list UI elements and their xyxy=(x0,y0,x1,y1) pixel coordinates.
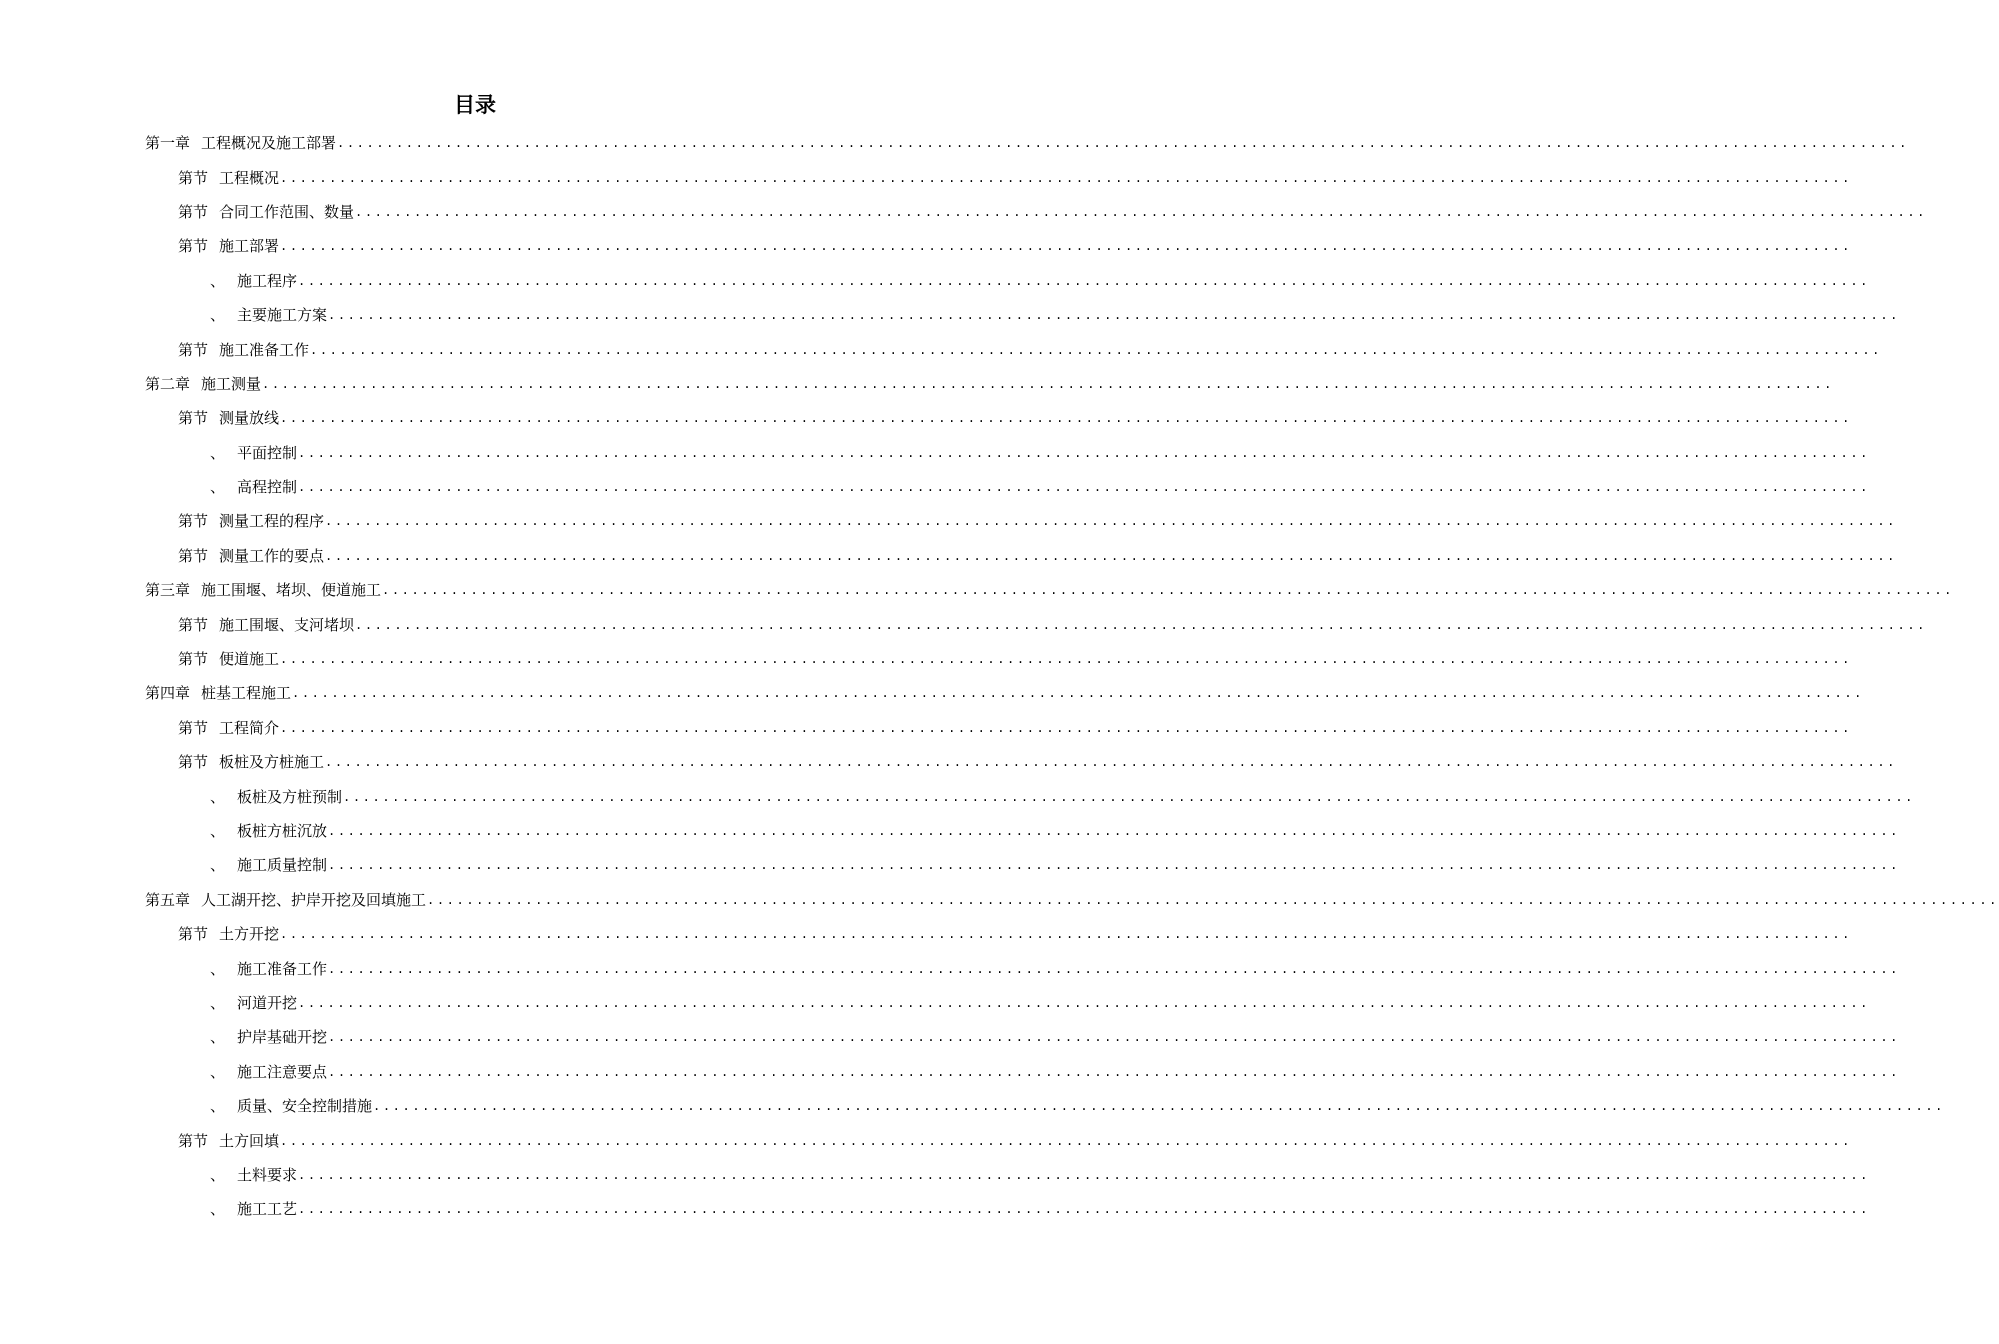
toc-entry-number: 第四章 xyxy=(145,684,191,703)
toc-entry-number: 第节 xyxy=(178,753,209,772)
toc-entry-number: 第节 xyxy=(178,1131,209,1150)
dot-leader: ................................................................................................................................................................ xyxy=(280,927,1852,942)
toc-entry-title: 土方回填 xyxy=(219,1131,280,1150)
toc-entry-number: 、 xyxy=(210,478,226,497)
toc-entry-number: 第三章 xyxy=(145,581,191,600)
toc-entry-title: 质量、安全控制措施 xyxy=(237,1097,373,1116)
toc-entry-number: 、 xyxy=(210,443,226,462)
toc-entry-number: 、 xyxy=(210,993,226,1012)
toc-entry-title: 施工围堰、支河堵坝 xyxy=(219,615,355,634)
dot-leader: ................................................................................................................................................................ xyxy=(298,1167,1870,1182)
toc-entry-number: 第节 xyxy=(178,409,209,428)
toc-subsection[interactable] xyxy=(0,470,1870,504)
toc-entry-number: 第五章 xyxy=(145,890,191,909)
toc-entry-title: 板桩方桩沉放 xyxy=(237,822,328,840)
toc-subsection[interactable] xyxy=(0,298,1900,332)
toc-chapter[interactable] xyxy=(0,676,1864,710)
dot-leader: ................................................................................................................................................................ xyxy=(325,548,1897,563)
dot-leader: ................................................................................................................................................................ xyxy=(355,617,1927,632)
toc-entry-title: 工程简介 xyxy=(219,718,280,737)
toc-entry-title: 桩基工程施工 xyxy=(201,684,292,703)
toc-entry-title: 板桩及方桩施工 xyxy=(219,753,325,772)
dot-leader: ................................................................................................................................................................ xyxy=(298,273,1870,288)
toc-entry-title: 工程概况 xyxy=(219,168,280,187)
toc-entry-title: 施工测量 xyxy=(201,374,262,393)
toc-entry-title: 土方开挖 xyxy=(219,925,280,944)
toc-section[interactable] xyxy=(0,607,1927,641)
toc-entry-title: 工程概况及施工部署 xyxy=(201,134,337,153)
dot-leader: ................................................................................................................................................................ xyxy=(328,1064,1900,1079)
toc-entry-title: 便道施工 xyxy=(219,650,280,669)
toc-entry-title: 河道开挖 xyxy=(237,993,298,1012)
toc-entry-number: 、 xyxy=(210,1165,226,1184)
toc-subsection[interactable] xyxy=(0,986,1870,1020)
toc-entry-title: 高程控制 xyxy=(237,478,298,497)
toc-subsection[interactable] xyxy=(0,814,1900,848)
dot-leader: ................................................................................................................................................................ xyxy=(262,376,1834,391)
toc-entry-number: 、 xyxy=(210,1200,226,1219)
table-of-contents xyxy=(0,126,1999,1227)
dot-leader: ................................................................................................................................................................ xyxy=(310,342,1882,357)
toc-chapter[interactable] xyxy=(0,573,1954,607)
toc-entry-number: 第节 xyxy=(178,340,209,359)
toc-chapter[interactable] xyxy=(0,126,1909,160)
dot-leader: ................................................................................................................................................................ xyxy=(328,1030,1900,1045)
toc-entry-title: 平面控制 xyxy=(237,443,298,462)
toc-entry-number: 第节 xyxy=(178,168,209,187)
toc-entry-title: 施工质量控制 xyxy=(237,856,328,875)
dot-leader: ................................................................................................................................................................ xyxy=(337,136,1909,151)
toc-subsection[interactable] xyxy=(0,779,1915,813)
toc-entry-number: 、 xyxy=(210,787,226,806)
dot-leader: ................................................................................................................................................................ xyxy=(280,239,1852,254)
toc-section[interactable] xyxy=(0,332,1882,366)
toc-entry-title: 施工准备工作 xyxy=(237,959,328,978)
toc-entry-number: 、 xyxy=(210,271,226,290)
toc-entry-title: 主要施工方案 xyxy=(237,306,328,325)
page-title: 目录 xyxy=(454,93,496,117)
toc-subsection[interactable] xyxy=(0,1158,1870,1192)
dot-leader: ................................................................................................................................................................ xyxy=(373,1099,1945,1114)
toc-entry-title: 施工工艺 xyxy=(237,1200,298,1219)
toc-entry-title: 护岸基础开挖 xyxy=(237,1028,328,1047)
toc-entry-title: 人工湖开挖、护岸开挖及回填施工 xyxy=(201,890,427,909)
toc-entry-title: 测量放线 xyxy=(219,409,280,428)
toc-subsection[interactable] xyxy=(0,436,1870,470)
dot-leader: ................................................................................................................................................................ xyxy=(427,892,1999,907)
toc-subsection[interactable] xyxy=(0,1020,1900,1054)
toc-entry-number: 第节 xyxy=(178,718,209,737)
toc-section[interactable] xyxy=(0,195,1927,229)
dot-leader: ................................................................................................................................................................ xyxy=(343,789,1915,804)
toc-entry-number: 第节 xyxy=(178,546,209,565)
dot-leader: ................................................................................................................................................................ xyxy=(382,583,1954,598)
toc-section[interactable] xyxy=(0,642,1852,676)
toc-entry-number: 第节 xyxy=(178,925,209,944)
dot-leader: ................................................................................................................................................................ xyxy=(298,1202,1870,1217)
toc-entry-title: 板桩及方桩预制 xyxy=(237,787,343,806)
toc-entry-title: 施工程序 xyxy=(237,271,298,290)
toc-section[interactable] xyxy=(0,160,1852,194)
toc-entry-title: 施工围堰、堵坝、便道施工 xyxy=(201,581,382,600)
toc-entry-number: 、 xyxy=(210,1028,226,1047)
dot-leader: ................................................................................................................................................................ xyxy=(298,995,1870,1010)
toc-subsection[interactable] xyxy=(0,1089,1945,1123)
toc-entry-title: 施工准备工作 xyxy=(219,340,310,359)
toc-entry-number: 第二章 xyxy=(145,374,191,393)
toc-section[interactable] xyxy=(0,401,1852,435)
dot-leader: ................................................................................................................................................................ xyxy=(328,824,1900,838)
toc-entry-number: 、 xyxy=(210,959,226,978)
dot-leader: ................................................................................................................................................................ xyxy=(280,1133,1852,1148)
toc-entry-number: 、 xyxy=(210,1062,226,1081)
toc-entry-title: 土料要求 xyxy=(237,1165,298,1184)
dot-leader: ................................................................................................................................................................ xyxy=(292,686,1864,701)
toc-section[interactable] xyxy=(0,711,1852,745)
toc-section[interactable] xyxy=(0,229,1852,263)
toc-entry-title: 施工部署 xyxy=(219,237,280,256)
dot-leader: ................................................................................................................................................................ xyxy=(280,652,1852,667)
toc-subsection[interactable] xyxy=(0,951,1900,985)
dot-leader: ................................................................................................................................................................ xyxy=(355,204,1927,219)
toc-chapter[interactable] xyxy=(0,883,1999,917)
dot-leader: ................................................................................................................................................................ xyxy=(328,961,1900,976)
toc-entry-number: 、 xyxy=(210,822,226,840)
toc-entry-number: 第节 xyxy=(178,615,209,634)
toc-subsection[interactable] xyxy=(0,848,1900,882)
toc-entry-number: 第节 xyxy=(178,650,209,669)
toc-entry-title: 施工注意要点 xyxy=(237,1062,328,1081)
toc-entry-title: 测量工作的要点 xyxy=(219,546,325,565)
toc-entry-number: 第节 xyxy=(178,512,209,531)
toc-entry-number: 、 xyxy=(210,856,226,875)
toc-entry-number: 、 xyxy=(210,1097,226,1116)
toc-entry-number: 第节 xyxy=(178,202,209,221)
dot-leader: ................................................................................................................................................................ xyxy=(298,480,1870,495)
dot-leader: ................................................................................................................................................................ xyxy=(325,514,1897,529)
toc-subsection[interactable] xyxy=(0,1192,1870,1226)
dot-leader: ................................................................................................................................................................ xyxy=(280,170,1852,185)
dot-leader: ................................................................................................................................................................ xyxy=(280,411,1852,426)
toc-entry-title: 测量工程的程序 xyxy=(219,512,325,531)
toc-section[interactable] xyxy=(0,504,1897,538)
dot-leader: ................................................................................................................................................................ xyxy=(298,445,1870,460)
dot-leader: ................................................................................................................................................................ xyxy=(280,720,1852,735)
toc-subsection[interactable] xyxy=(0,1055,1900,1089)
toc-section[interactable] xyxy=(0,917,1852,951)
toc-section[interactable] xyxy=(0,539,1897,573)
toc-entry-title: 合同工作范围、数量 xyxy=(219,202,355,221)
toc-entry-number: 、 xyxy=(210,306,226,325)
toc-chapter[interactable] xyxy=(0,367,1834,401)
toc-entry-number: 第一章 xyxy=(145,134,191,153)
toc-section[interactable] xyxy=(0,745,1897,779)
toc-subsection[interactable] xyxy=(0,264,1870,298)
dot-leader: ................................................................................................................................................................ xyxy=(325,755,1897,770)
toc-section[interactable] xyxy=(0,1123,1852,1157)
dot-leader: ................................................................................................................................................................ xyxy=(328,308,1900,323)
dot-leader: ................................................................................................................................................................ xyxy=(328,858,1900,873)
toc-entry-number: 第节 xyxy=(178,237,209,256)
